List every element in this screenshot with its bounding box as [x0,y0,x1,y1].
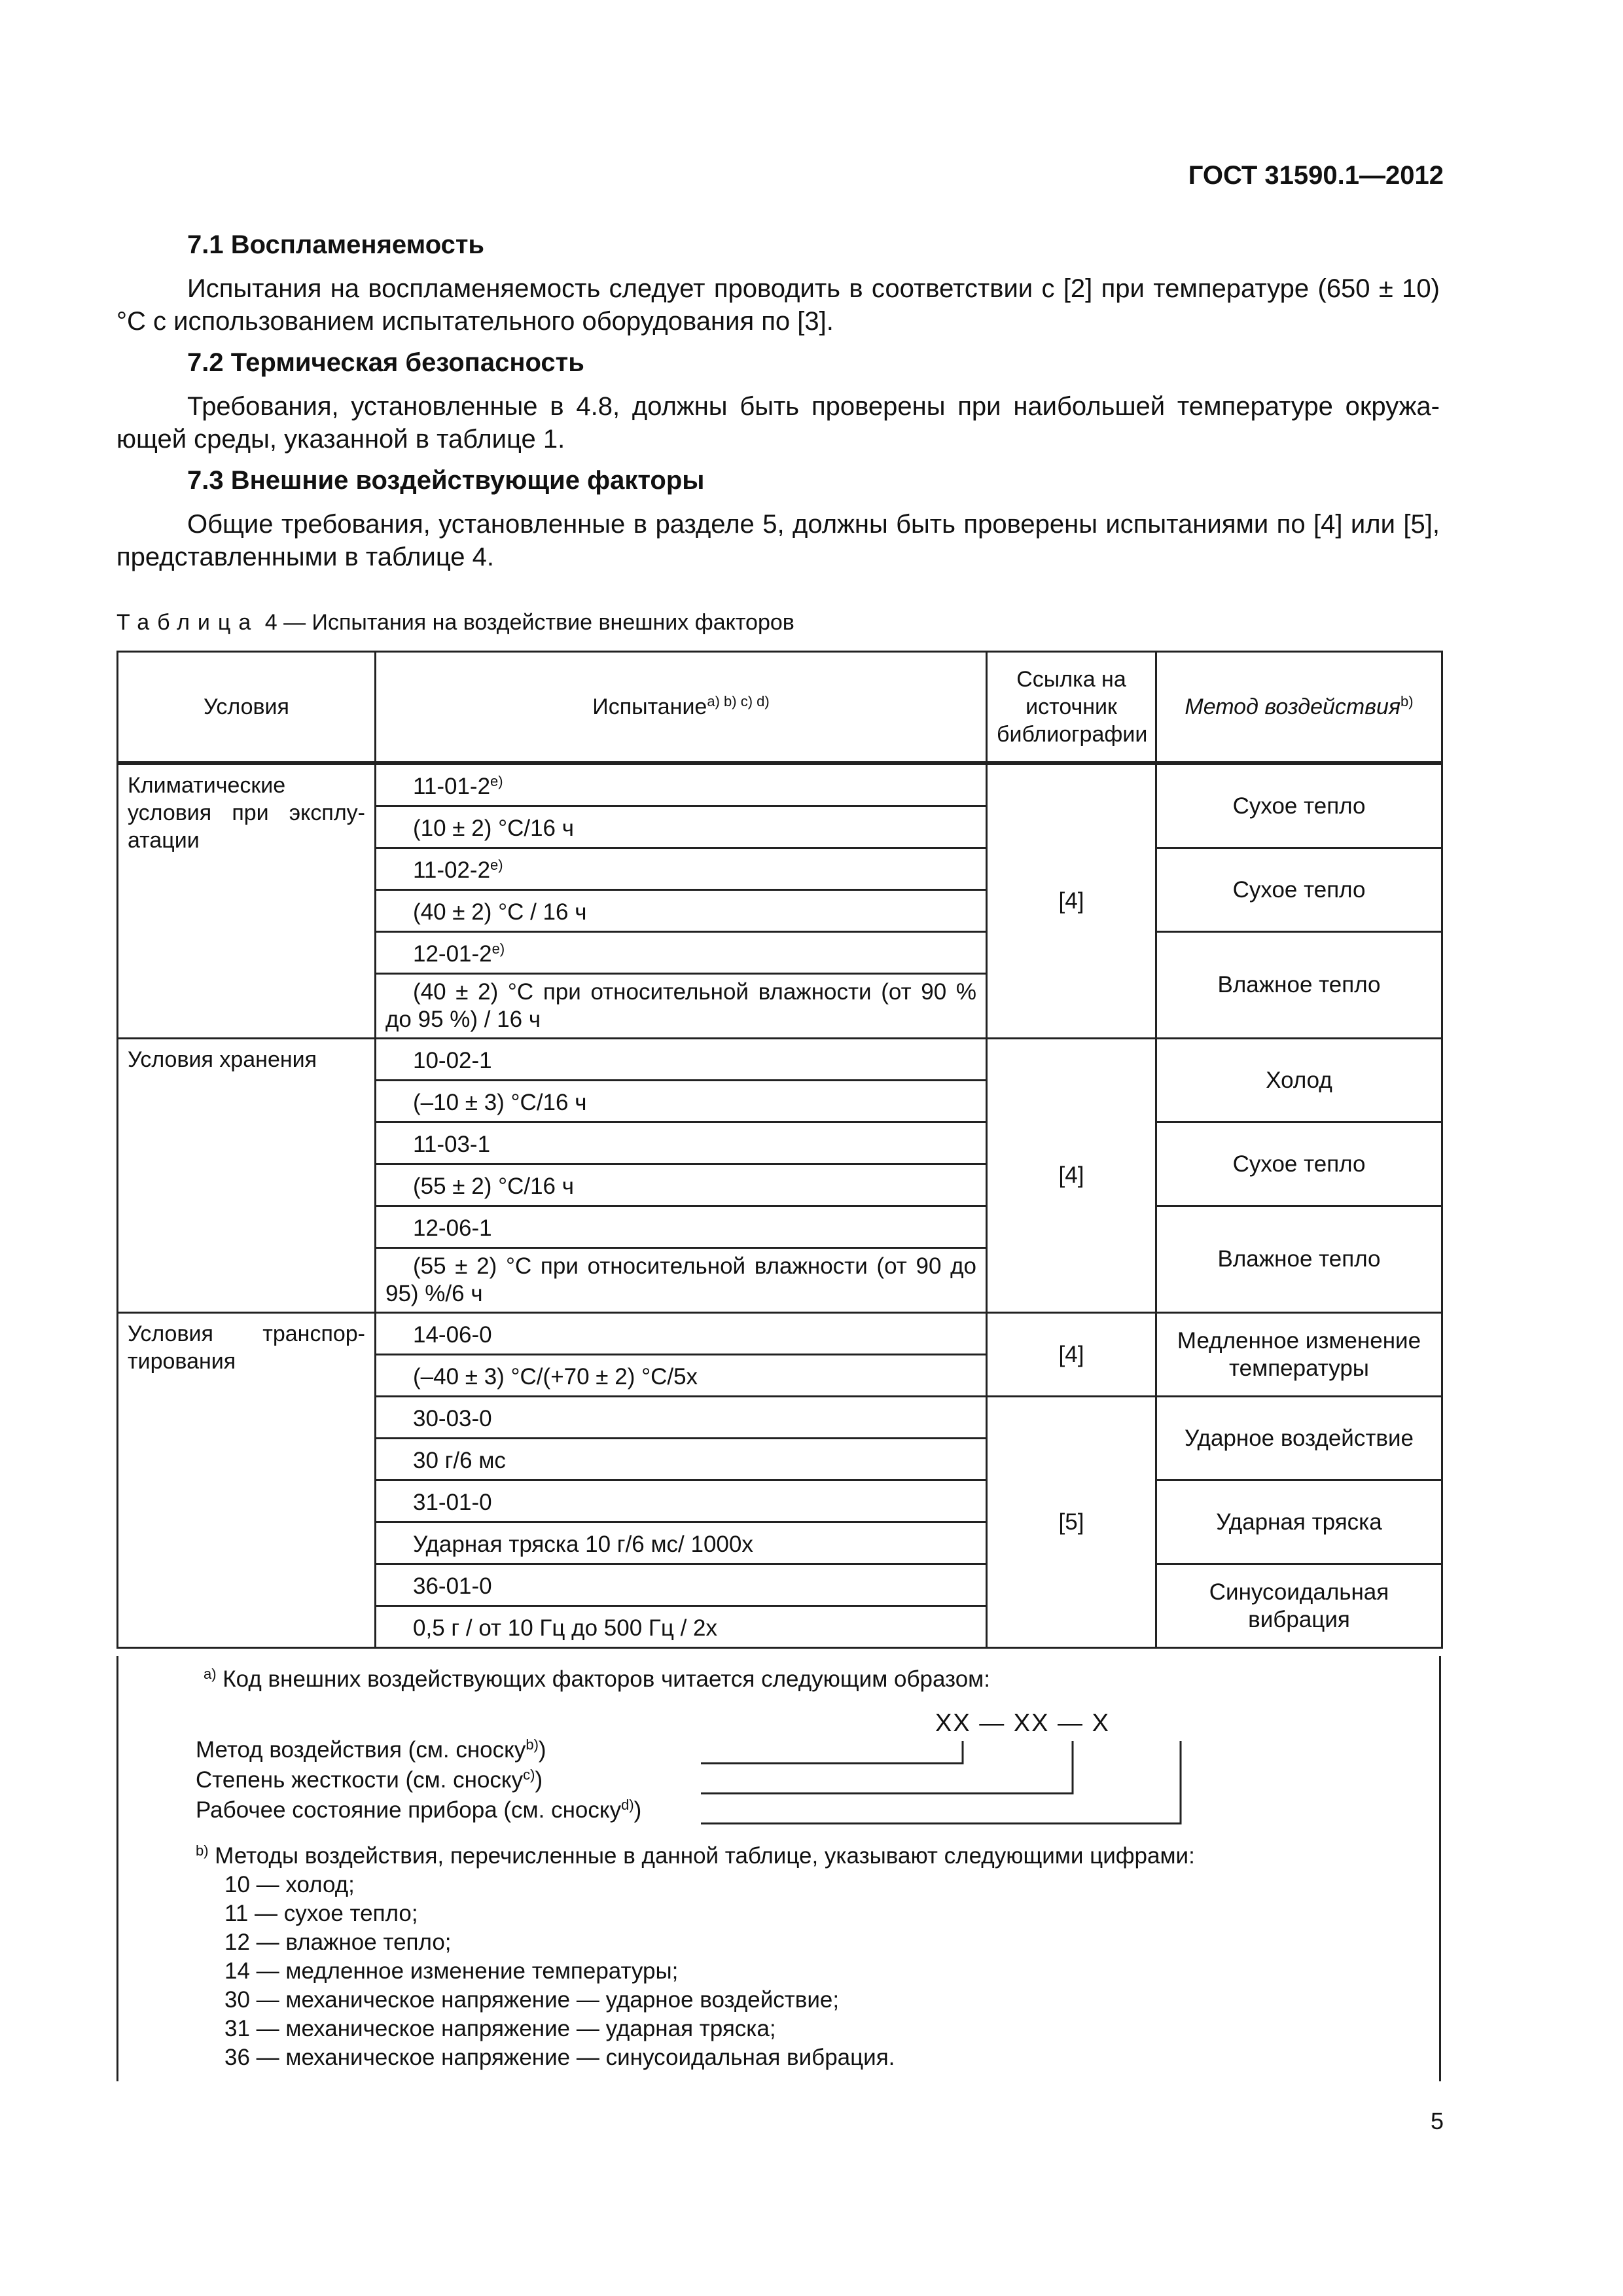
header-ref: Ссылка на источник библиографии [987,652,1156,764]
note-b-item: 14 — медленное изменение температуры; [224,1958,679,1984]
test-params: (55 ± 2) °С/16 ч [376,1164,987,1206]
legend-state-sup: d) [621,1797,634,1813]
test-params: (–40 ± 3) °С/(+70 ± 2) °С/5х [376,1355,987,1397]
legend-severity-sup: c) [523,1767,535,1783]
ref-storage: [4] [987,1039,1156,1313]
connector-method [701,1741,963,1763]
code-pattern: ХХ — ХХ — Х [935,1710,1110,1737]
header-method [1156,652,1442,764]
table-row [118,1313,1442,1355]
tests-table [116,651,1443,1649]
method-damp-heat: Влажное тепло [1156,1206,1442,1313]
note-b-item: 12 — влажное тепло; [224,1929,452,1955]
connector-state [701,1741,1181,1823]
test-params: (40 ± 2) °С при относительной влажности (от 90 % до 95 %) / 16 ч [376,974,987,1039]
test-code-sup: e) [491,940,505,957]
test-code-sup: e) [490,856,503,873]
test-code: 31-01-0 [376,1480,987,1522]
group-storage: Условия хранения [118,1039,376,1313]
page-number: 5 [1430,2108,1444,2134]
method-damp-heat: Влажное тепло [1156,932,1442,1039]
note-b-marker: b) [196,1842,209,1859]
test-code: 14-06-0 [376,1313,987,1355]
section-title-7-3: 7.3 Внешние воздействующие факторы [187,466,705,495]
note-b-item: 30 — механическое напряжение — ударное воздействие; [224,1987,840,2013]
legend-close: ) [535,1767,543,1793]
legend-close: ) [633,1797,642,1823]
table-header-row [118,652,1442,764]
note-b-text: Методы воздействия, перечисленные в данной таблице, указывают следующими цифрами: [208,1843,1195,1869]
note-a-marker: a) [204,1666,217,1682]
section-title-7-2: 7.2 Термическая безопасность [187,348,584,377]
document-header: ГОСТ 31590.1—2012 [1188,161,1444,190]
method-vibration: Синусоидальная вибрация [1156,1564,1442,1648]
test-code-sup: e) [490,772,503,789]
test-code-cell [376,848,987,890]
note-b-item: 36 — механическое напряжение — синусоидальная вибрация. [224,2045,895,2070]
ref-transport-4: [4] [987,1313,1156,1397]
group-climatic: Климатические условия при эксплу-атации [118,763,376,1039]
test-params: 30 г/6 мс [376,1439,987,1480]
ref-climatic: [4] [987,763,1156,1039]
table-notes [116,1656,1441,2081]
test-code: 10-02-1 [376,1039,987,1081]
code-connector-lines [118,1656,1439,1852]
table-caption-label: Таблица [116,610,259,635]
test-code-cell [376,932,987,974]
table-row [118,1039,1442,1081]
method-dry-heat: Сухое тепло [1156,848,1442,932]
note-a-text: Код внешних воздействующих факторов читается следующим образом: [216,1666,990,1692]
section-text-7-1: Испытания на воспламеняемость следует проводить в соответствии с [2] при температуре (650 ± 10) °С с использованием испытательного оборудования по [3]. [116,274,1440,336]
test-code: 11-03-1 [376,1122,987,1164]
header-test-sup: a) b) c) d) [707,693,770,709]
method-dry-heat: Сухое тепло [1156,763,1442,848]
note-b [196,1843,1195,1869]
legend-method-label: Метод воздействия (см. сноску [196,1737,526,1763]
section-text-7-3: Общие требования, установленные в разделе 5, должны быть проверены испытаниями по [4] или [5], представленными в таблице 4. [116,510,1440,571]
test-code-cell [376,763,987,806]
test-code: 12-06-1 [376,1206,987,1248]
method-shock: Ударное воздействие [1156,1397,1442,1480]
ref-transport-5: [5] [987,1397,1156,1648]
legend-severity-label: Степень жесткости (см. сноску [196,1767,524,1793]
header-test [376,652,987,764]
legend-state-label: Рабочее состояние прибора (см. сноску [196,1797,622,1823]
method-cold: Холод [1156,1039,1442,1122]
test-code: 30-03-0 [376,1397,987,1439]
method-bump: Ударная тряска [1156,1480,1442,1564]
legend-close: ) [538,1737,546,1763]
test-code: 36-01-0 [376,1564,987,1606]
legend-method-sup: b) [526,1736,539,1753]
test-code: 11-01-2 [413,773,491,799]
method-temp-change: Медленное изменение температуры [1156,1313,1442,1397]
header-test-label: Испытание [592,694,707,719]
section-text-7-2: Требования, установленные в 4.8, должны быть проверены при наибольшей температуре окружа-ющей среды, указанной в таблице 1. [116,392,1440,454]
test-params: (55 ± 2) °С при относительной влажности (от 90 до 95) %/6 ч [376,1248,987,1313]
section-title-7-1: 7.1 Воспламеняемость [187,230,485,259]
header-method-sup: b) [1400,693,1414,709]
header-method-label: Метод воздействия [1185,694,1401,719]
test-params: (–10 ± 3) °С/16 ч [376,1081,987,1122]
test-params: (10 ± 2) °С/16 ч [376,806,987,848]
test-params: (40 ± 2) °С / 16 ч [376,890,987,932]
table-row [118,763,1442,806]
connector-severity [701,1741,1073,1793]
method-dry-heat: Сухое тепло [1156,1122,1442,1206]
note-b-item: 10 — холод; [224,1872,355,1897]
test-code: 12-01-2 [413,941,492,967]
table-caption [116,610,794,636]
group-transport: Условия транспор-тирования [118,1313,376,1648]
test-params: 0,5 г / от 10 Гц до 500 Гц / 2х [376,1606,987,1648]
note-b-item: 11 — сухое тепло; [224,1901,418,1926]
header-conditions: Условия [118,652,376,764]
test-code: 11-02-2 [413,857,491,883]
table-caption-text: 4 — Испытания на воздействие внешних факторов [259,610,794,635]
test-params: Ударная тряска 10 г/6 мс/ 1000х [376,1522,987,1564]
note-b-item: 31 — механическое напряжение — ударная тряска; [224,2016,776,2041]
